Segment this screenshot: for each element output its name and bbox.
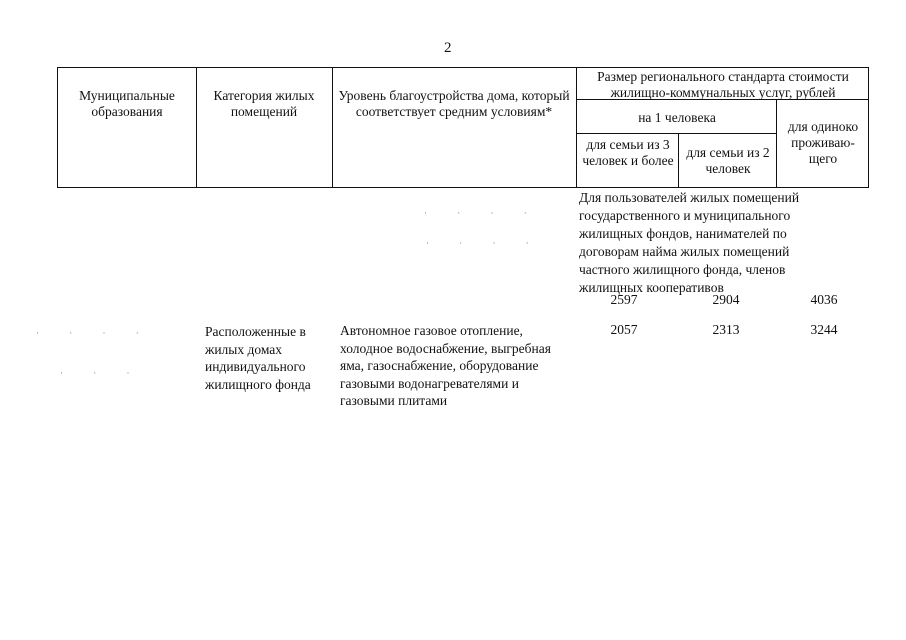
value-private-family-2: 2313 xyxy=(712,322,740,337)
level-private: Автономное газовое отопление, холодное водоснабжение, выгребная яма, газоснабжение, оборудование газовыми водонагревателями и газовыми плитами xyxy=(340,323,551,408)
scan-noise: · · · · xyxy=(426,238,543,248)
scan-noise: · · · · xyxy=(424,208,541,218)
category-private: Расположенные в жилых домах индивидуального жилищного фонда xyxy=(205,324,311,392)
value-private-single: 3244 xyxy=(810,322,838,337)
value-private-family-3plus: 2057 xyxy=(610,322,638,337)
header-category: Категория жилых помещений xyxy=(213,88,315,119)
header-municipal: Муниципальные образования xyxy=(79,88,175,119)
header-single: для одиноко проживаю-щего xyxy=(787,119,859,166)
header-size: Размер регионального стандарта стоимости жилищно-коммунальных услуг, рублей xyxy=(597,69,849,100)
section-note: Для пользователей жилых помещений государственного и муниципального жилищных фондов, нанимателей по договорам найма жилых помещений частного жилищного фонда, членов жилищных кооперативов xyxy=(579,190,800,295)
value-general-family-3plus: 2597 xyxy=(610,292,638,307)
header-level: Уровень благоустройства дома, который соответствует средним условиям* xyxy=(338,88,570,119)
value-general-family-2: 2904 xyxy=(712,292,740,307)
header-per-person: на 1 человека xyxy=(638,110,716,125)
scan-noise: · · · xyxy=(60,368,144,378)
value-general-single: 4036 xyxy=(810,292,838,307)
scan-noise: · · · · xyxy=(36,328,153,338)
page-number: 2 xyxy=(444,40,452,56)
header-family-3plus: для семьи из 3 человек и более xyxy=(582,137,674,168)
header-family-2: для семьи из 2 человек xyxy=(686,145,770,176)
